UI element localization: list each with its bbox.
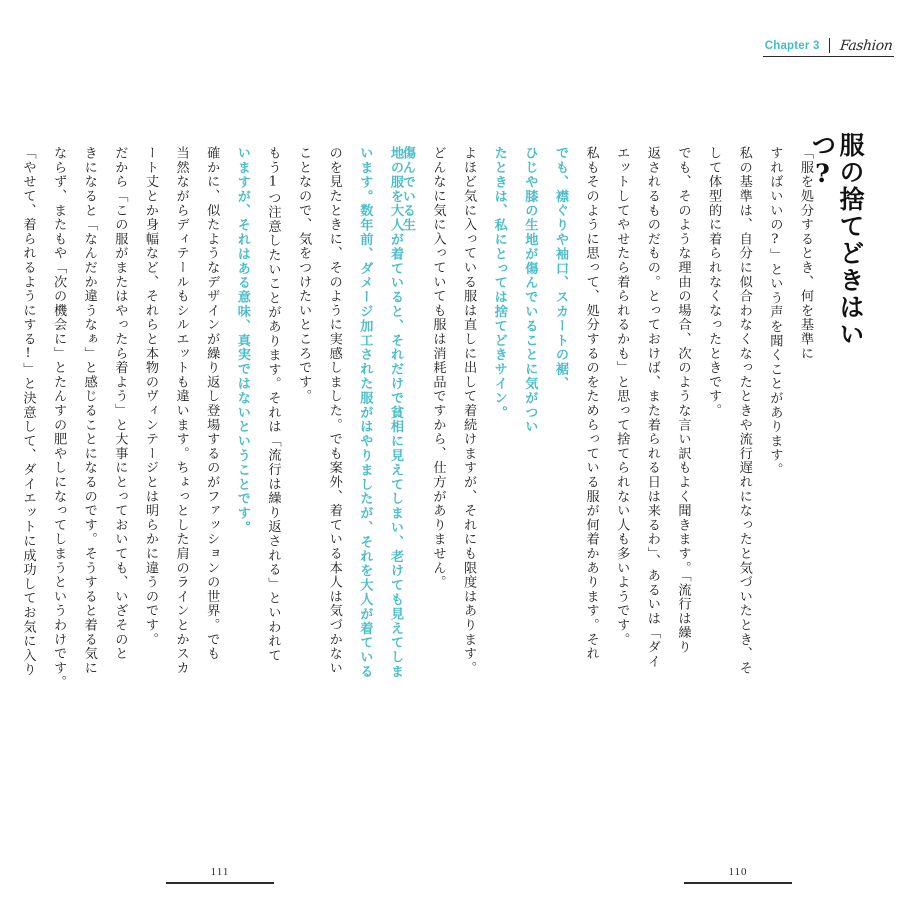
body-line: 当然ながらディテールもシルエットも違います。ちょっとした肩のラインとかスカ <box>173 146 189 676</box>
folio-rule <box>166 882 274 884</box>
body-line: すればいいの?」という声を聞くことがあります。 <box>767 146 783 477</box>
body-line: もう1つ注意したいことがあります。それは「流行は繰り返される」といわれて <box>265 146 281 663</box>
header-divider-icon <box>829 38 830 53</box>
body-line: でも、そのような理由の場合、次のような言い訳もよく聞きます。「流行は繰り <box>675 146 691 655</box>
body-line: だから「この服がまたはやったら着よう」と大事にとっておいても、いざそのと <box>112 146 128 661</box>
body-line: のを見たときに、そのように実感しました。でも案外、着ている本人は気づかない <box>326 146 342 676</box>
body-line: 返されるものだもの。とっておけば、また着られる日は来るわ」、あるいは「ダイ <box>644 146 660 669</box>
folio-left <box>160 866 280 884</box>
body-line: 私の基準は、自分に似合わなくなったときや流行遅れになったと気づいたとき、そ <box>736 146 752 676</box>
body-line: 私もそのように思って、処分するのをためらっている服が何着かあります。それ <box>583 146 599 661</box>
page-number: 110 <box>728 866 748 879</box>
body-line-accent: います。数年前、ダメージ加工された服がはやりましたが、それを大人が着ている <box>357 146 373 679</box>
body-line-accent: ひじや膝の生地が傷んでいることに気がつい <box>522 146 538 434</box>
page-number: 111 <box>210 866 230 879</box>
page-title: 服の捨てどきはいつ? <box>808 132 865 348</box>
folio-right <box>678 866 798 884</box>
folio-rule <box>684 882 792 884</box>
body-line: よほど気に入っている服は直しに出して着続けますが、それにも限度はあります。 <box>461 146 477 676</box>
left-page-body <box>20 146 410 806</box>
body-line: ならず、またもや「次の機会に」とたんすの肥やしになってしまうというわけです。 <box>51 146 67 690</box>
body-line: 「服を処分するとき、何を基準に <box>798 146 813 361</box>
body-line-accent: たときは、私にとっては捨てどきサイン。 <box>491 146 507 420</box>
body-line: どんなに気に入っていても服は消耗品ですから、仕方がありません。 <box>430 146 446 590</box>
body-line: して体型的に着られなくなったときです。 <box>706 146 722 418</box>
body-line: ことなので、気をつけたいところです。 <box>296 146 312 404</box>
chapter-title-script: Fashion <box>838 38 893 54</box>
right-page-body <box>399 146 820 756</box>
body-line-accent: 傷んでいる生 <box>399 146 415 233</box>
body-line-accent: 地の服を大人が着ていると、それだけで貧相に見えてしまい、老けても見えてしま <box>388 146 403 679</box>
right-page <box>399 0 916 916</box>
body-line: ート丈とか身幅など、それらと本物のヴィンテージとは明らかに違うのです。 <box>143 146 158 647</box>
body-line: 「やせて、着られるようにする!」と決意して、ダイエットに成功してお気に入り <box>20 146 36 677</box>
body-line: きになると「なんだか違うなぁ」と感じることになるのです。そうすると着る気に <box>81 146 97 676</box>
chapter-number-label: Chapter 3 <box>764 39 820 52</box>
running-header <box>763 38 894 57</box>
body-line-accent: でも、襟ぐりや袖口、スカートの裾、 <box>553 146 568 391</box>
body-line-accent: いますが、それはある意味、真実ではないということです。 <box>234 146 250 535</box>
body-line: 確かに、似たようなデザインが繰り返し登場するのがファッションの世界。でも <box>204 146 220 661</box>
body-line: エットしてやせたら着られるかも」と思って捨てられない人も多いようです。 <box>614 146 630 647</box>
